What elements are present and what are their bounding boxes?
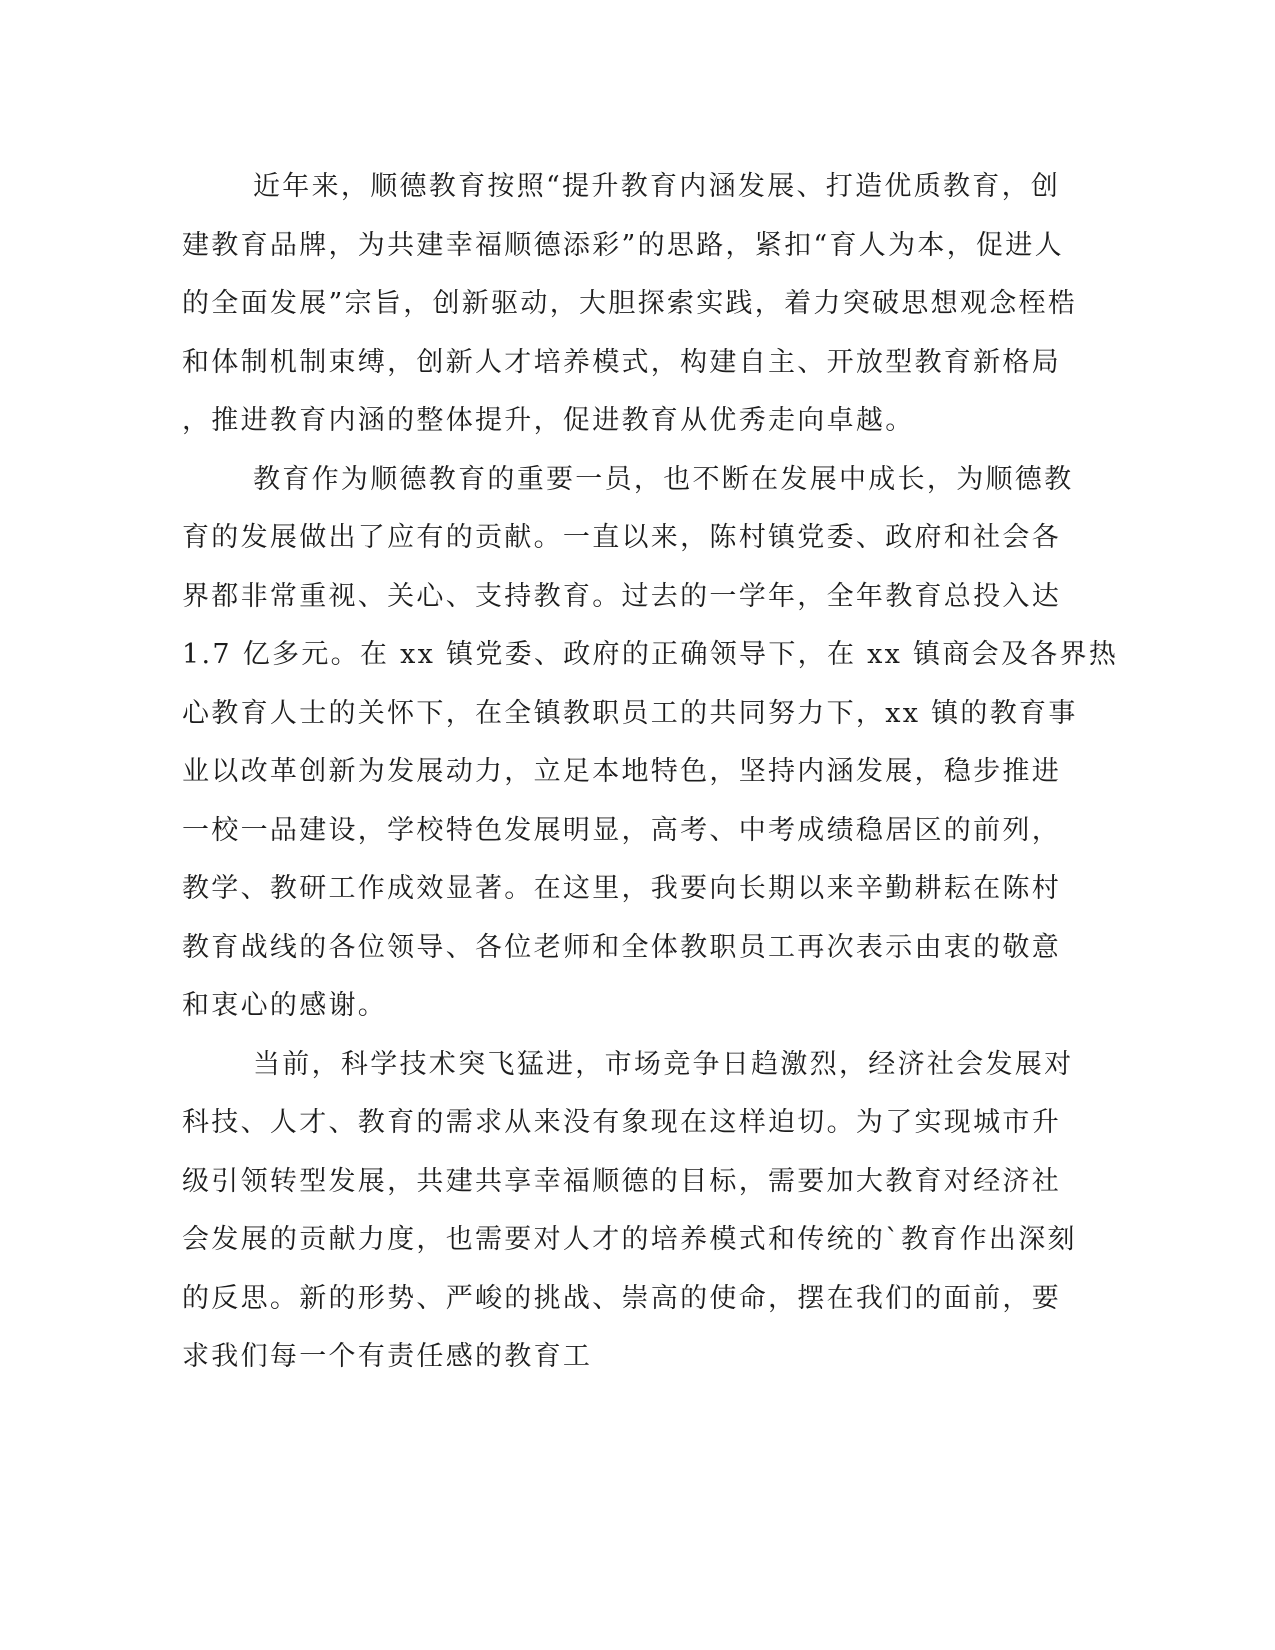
paragraph-line: 心教育人士的关怀下，在全镇教职员工的共同努力下，xx 镇的教育事 bbox=[182, 697, 1078, 729]
paragraph-2 bbox=[182, 451, 1119, 1036]
paragraph-line: 级引领转型发展，共建共享幸福顺德的目标，需要加大教育对经济社 bbox=[182, 1165, 1061, 1197]
paragraph-line: 科技、人才、教育的需求从来没有象现在这样迫切。为了实现城市升 bbox=[182, 1107, 1061, 1138]
paragraph-line: 近年来，顺德教育按照“提升教育内涵发展、打造优质教育，创 bbox=[253, 171, 1061, 202]
document-body bbox=[182, 158, 1119, 1387]
paragraph-line: 会发展的贡献力度，也需要对人才的培养模式和传统的`教育作出深刻 bbox=[182, 1224, 1077, 1255]
paragraph-line: 和体制机制束缚，创新人才培养模式，构建自主、开放型教育新格局 bbox=[182, 346, 1061, 378]
paragraph-line: 育的发展做出了应有的贡献。一直以来，陈村镇党委、政府和社会各 bbox=[182, 522, 1061, 553]
paragraph-line: 的全面发展”宗旨，创新驱动，大胆探索实践，着力突破思想观念桎梏 bbox=[182, 288, 1078, 319]
paragraph-line: 当前，科学技术突飞猛进，市场竞争日趋激烈，经济社会发展对 bbox=[253, 1048, 1074, 1080]
paragraph-line: ，推进教育内涵的整体提升，促进教育从优秀走向卓越。 bbox=[182, 405, 915, 436]
paragraph-line: 一校一品建设，学校特色发展明显，高考、中考成绩稳居区的前列， bbox=[182, 814, 1061, 846]
paragraph-line: 的反思。新的形势、严峻的挑战、崇高的使命，摆在我们的面前，要 bbox=[182, 1282, 1061, 1314]
paragraph-line: 业以改革创新为发展动力，立足本地特色，坚持内涵发展，稳步推进 bbox=[182, 756, 1061, 787]
paragraph-line: 教学、教研工作成效显著。在这里，我要向长期以来辛勤耕耘在陈村 bbox=[182, 873, 1061, 904]
paragraph-line: 教育作为顺德教育的重要一员，也不断在发展中成长，为顺德教 bbox=[253, 463, 1074, 495]
paragraph-line: 求我们每一个有责任感的教育工 bbox=[182, 1341, 593, 1372]
paragraph-line: 界都非常重视、关心、支持教育。过去的一学年，全年教育总投入达 bbox=[182, 580, 1061, 612]
paragraph-3 bbox=[182, 1036, 1077, 1387]
paragraph-1 bbox=[182, 158, 1078, 451]
paragraph-line: 教育战线的各位领导、各位老师和全体教职员工再次表示由衷的敬意 bbox=[182, 931, 1061, 963]
paragraph-line: 建教育品牌，为共建幸福顺德添彩”的思路，紧扣“育人为本，促进人 bbox=[182, 229, 1064, 261]
paragraph-line: 1.7 亿多元。在 xx 镇党委、政府的正确领导下，在 xx 镇商会及各界热 bbox=[182, 639, 1119, 670]
paragraph-line: 和衷心的感谢。 bbox=[182, 990, 388, 1021]
